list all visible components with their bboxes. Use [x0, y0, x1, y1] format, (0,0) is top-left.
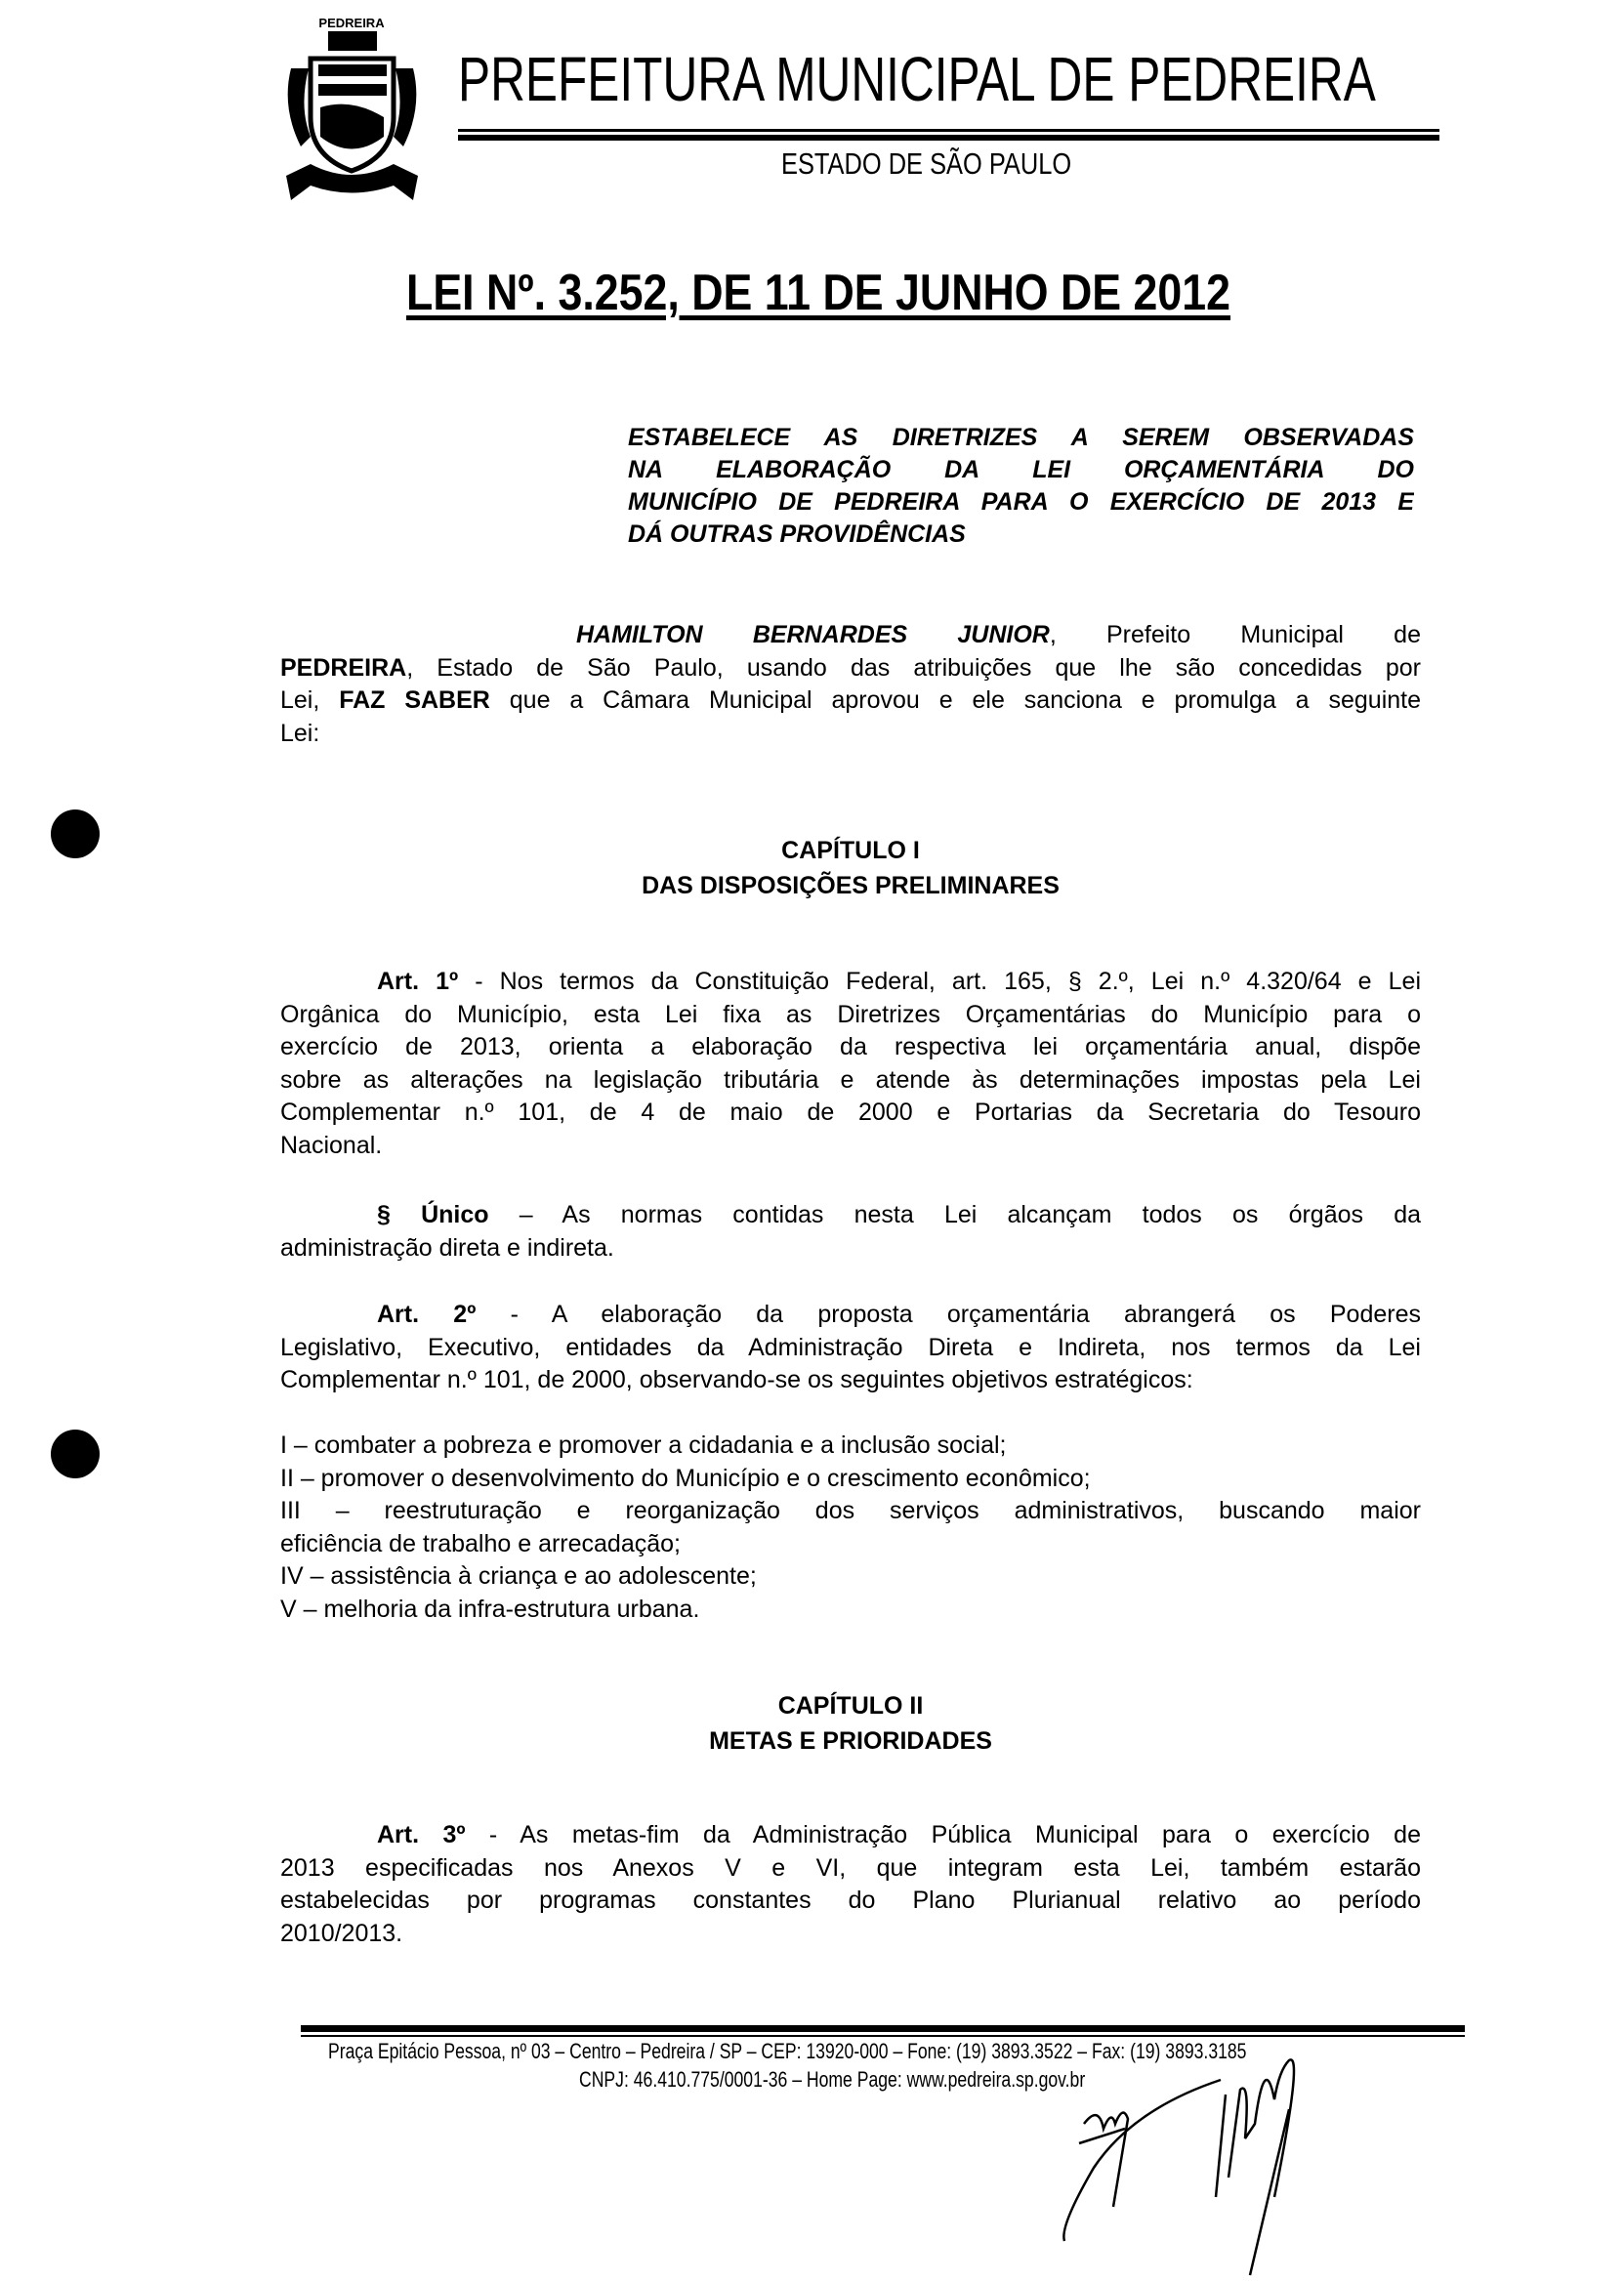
- header-divider: [458, 135, 1439, 141]
- text-run: III – reestruturação e reorganização dos serviços administrativos, buscando maior: [280, 1497, 1421, 1524]
- emphasized-text: HAMILTON BERNARDES JUNIOR: [576, 621, 1050, 648]
- intro-paragraph: [280, 619, 1421, 750]
- chapter-1-heading: [280, 833, 1421, 903]
- text-line: [280, 718, 1421, 751]
- text-line: [280, 1031, 1421, 1064]
- chapter-number: CAPÍTULO II: [777, 1692, 924, 1720]
- article-2: [280, 1299, 1421, 1397]
- text-line: [280, 1064, 1421, 1098]
- punch-hole: [51, 809, 100, 858]
- text-run: I – combater a pobreza e promover a cidadania e a inclusão social;: [280, 1431, 1007, 1459]
- text-run: administração direta e indireta.: [280, 1233, 614, 1262]
- text-line: [280, 619, 1421, 652]
- text-line: [280, 1364, 1421, 1397]
- coat-of-arms-logo: [271, 10, 433, 205]
- text-line: [280, 1819, 1421, 1852]
- footer-address: Praça Epitácio Pessoa, nº 03 – Centro – Pedreira / SP – CEP: 13920-000 – Fone: (19) 3893.3522 – Fax: (19) 3893.3185: [328, 2039, 1247, 2063]
- punch-hole: [51, 1430, 100, 1478]
- text-run: Legislativo, Executivo, entidades da Administração Direta e Indireta, nos termos da Lei: [280, 1333, 1421, 1361]
- text-line: [280, 1594, 1421, 1627]
- text-line: [628, 486, 1414, 519]
- text-run: Lei:: [280, 719, 320, 747]
- text-run: , Estado de São Paulo, usando das atribuições que lhe são concedidas por: [406, 653, 1421, 682]
- emphasized-text: Art. 1º: [377, 968, 459, 995]
- text-run: que a Câmara Municipal aprovou e ele sanciona e promulga a seguinte: [489, 686, 1421, 714]
- text-line: [280, 1560, 1421, 1594]
- text-run: II – promover o desenvolvimento do Município e o crescimento econômico;: [280, 1464, 1091, 1492]
- text-run: ESTABELECE AS DIRETRIZES A SEREM OBSERVADAS: [628, 424, 1414, 451]
- text-line: [280, 1299, 1421, 1332]
- emphasized-text: PEDREIRA: [280, 653, 407, 682]
- footer-divider: [301, 2025, 1465, 2032]
- text-line: [628, 454, 1414, 486]
- chapter-title: DAS DISPOSIÇÕES PRELIMINARES: [642, 872, 1060, 899]
- text-line: [280, 1332, 1421, 1365]
- footer-divider: [301, 2035, 1465, 2037]
- emphasized-text: Art. 2º: [377, 1301, 477, 1328]
- footer-cnpj: CNPJ: 46.410.775/0001-36 – Home Page: www.pedreira.sp.gov.br: [579, 2067, 1086, 2092]
- text-line: [628, 519, 1414, 551]
- text-run: – As normas contidas nesta Lei alcançam todos os órgãos da: [488, 1201, 1421, 1228]
- text-run: Complementar n.º 101, de 2000, observando-se os seguintes objetivos estratégicos:: [280, 1366, 1193, 1393]
- institution-name: PREFEITURA MUNICIPAL DE PEDREIRA: [458, 44, 1376, 114]
- text-line: [280, 685, 1421, 718]
- text-run: estabelecidas por programas constantes do Plano Plurianual relativo ao período: [280, 1887, 1421, 1914]
- state-name: ESTADO DE SÃO PAULO: [781, 146, 1072, 181]
- text-line: [280, 1885, 1421, 1918]
- text-run: NA ELABORAÇÃO DA LEI ORÇAMENTÁRIA DO: [628, 456, 1414, 483]
- text-line: [280, 966, 1421, 999]
- text-line: [280, 1430, 1421, 1463]
- text-run: Lei,: [280, 686, 340, 714]
- text-line: [280, 1495, 1421, 1528]
- text-line: [280, 1852, 1421, 1886]
- text-run: MUNICÍPIO DE PEDREIRA PARA O EXERCÍCIO DE 2013 E: [628, 488, 1414, 516]
- header-divider: [458, 129, 1439, 132]
- svg-text:PEDREIRA: PEDREIRA: [318, 16, 385, 30]
- text-line: [280, 1528, 1421, 1561]
- text-run: IV – assistência à criança e ao adolescente;: [280, 1562, 757, 1590]
- text-run: V – melhoria da infra-estrutura urbana.: [280, 1595, 700, 1623]
- text-run: sobre as alterações na legislação tributária e atende às determinações impostas pela Lei: [280, 1065, 1421, 1094]
- objectives-list: [280, 1430, 1421, 1626]
- text-line: [280, 1463, 1421, 1496]
- text-line: [628, 422, 1414, 454]
- article-3: [280, 1819, 1421, 1950]
- text-run: - Nos termos da Constituição Federal, art. 165, § 2.º, Lei n.º 4.320/64 e Lei: [458, 968, 1421, 995]
- text-run: , Prefeito Municipal de: [1049, 621, 1421, 648]
- text-run: exercício de 2013, orienta a elaboração da respectiva lei orçamentária anual, dispõe: [280, 1033, 1421, 1060]
- text-line: [280, 1918, 1421, 1951]
- emphasized-text: § Único: [377, 1201, 489, 1228]
- text-line: [280, 1130, 1421, 1163]
- chapter-title: METAS E PRIORIDADES: [709, 1727, 992, 1755]
- chapter-2-heading: [280, 1688, 1421, 1759]
- text-run: - A elaboração da proposta orçamentária abrangerá os Poderes: [476, 1301, 1421, 1328]
- text-run: DÁ OUTRAS PROVIDÊNCIAS: [628, 520, 966, 548]
- text-run: Nacional.: [280, 1131, 383, 1159]
- text-line: [280, 999, 1421, 1032]
- emphasized-text: Art. 3º: [377, 1821, 466, 1848]
- text-run: 2010/2013.: [280, 1919, 403, 1947]
- text-run: - As metas-fim da Administração Pública Municipal para o exercício de: [465, 1821, 1421, 1848]
- law-summary: [628, 422, 1414, 551]
- text-run: 2013 especificadas nos Anexos V e VI, que integram esta Lei, também estarão: [280, 1853, 1421, 1882]
- text-line: [280, 652, 1421, 685]
- text-run: Complementar n.º 101, de 4 de maio de 2000 e Portarias da Secretaria do Tesouro: [280, 1099, 1421, 1126]
- chapter-number: CAPÍTULO I: [781, 837, 920, 864]
- text-line: [280, 1232, 1421, 1265]
- text-run: eficiência de trabalho e arrecadação;: [280, 1529, 681, 1557]
- law-title: LEI Nº. 3.252, DE 11 DE JUNHO DE 2012: [406, 265, 1231, 321]
- article-1: [280, 966, 1421, 1162]
- emphasized-text: FAZ SABER: [339, 686, 490, 714]
- text-run: Orgânica do Município, esta Lei fixa as Diretrizes Orçamentárias do Município para o: [280, 1000, 1421, 1028]
- text-line: [280, 1199, 1421, 1232]
- paragraph-unico: [280, 1199, 1421, 1265]
- signatures: [1055, 2051, 1426, 2282]
- text-line: [280, 1097, 1421, 1130]
